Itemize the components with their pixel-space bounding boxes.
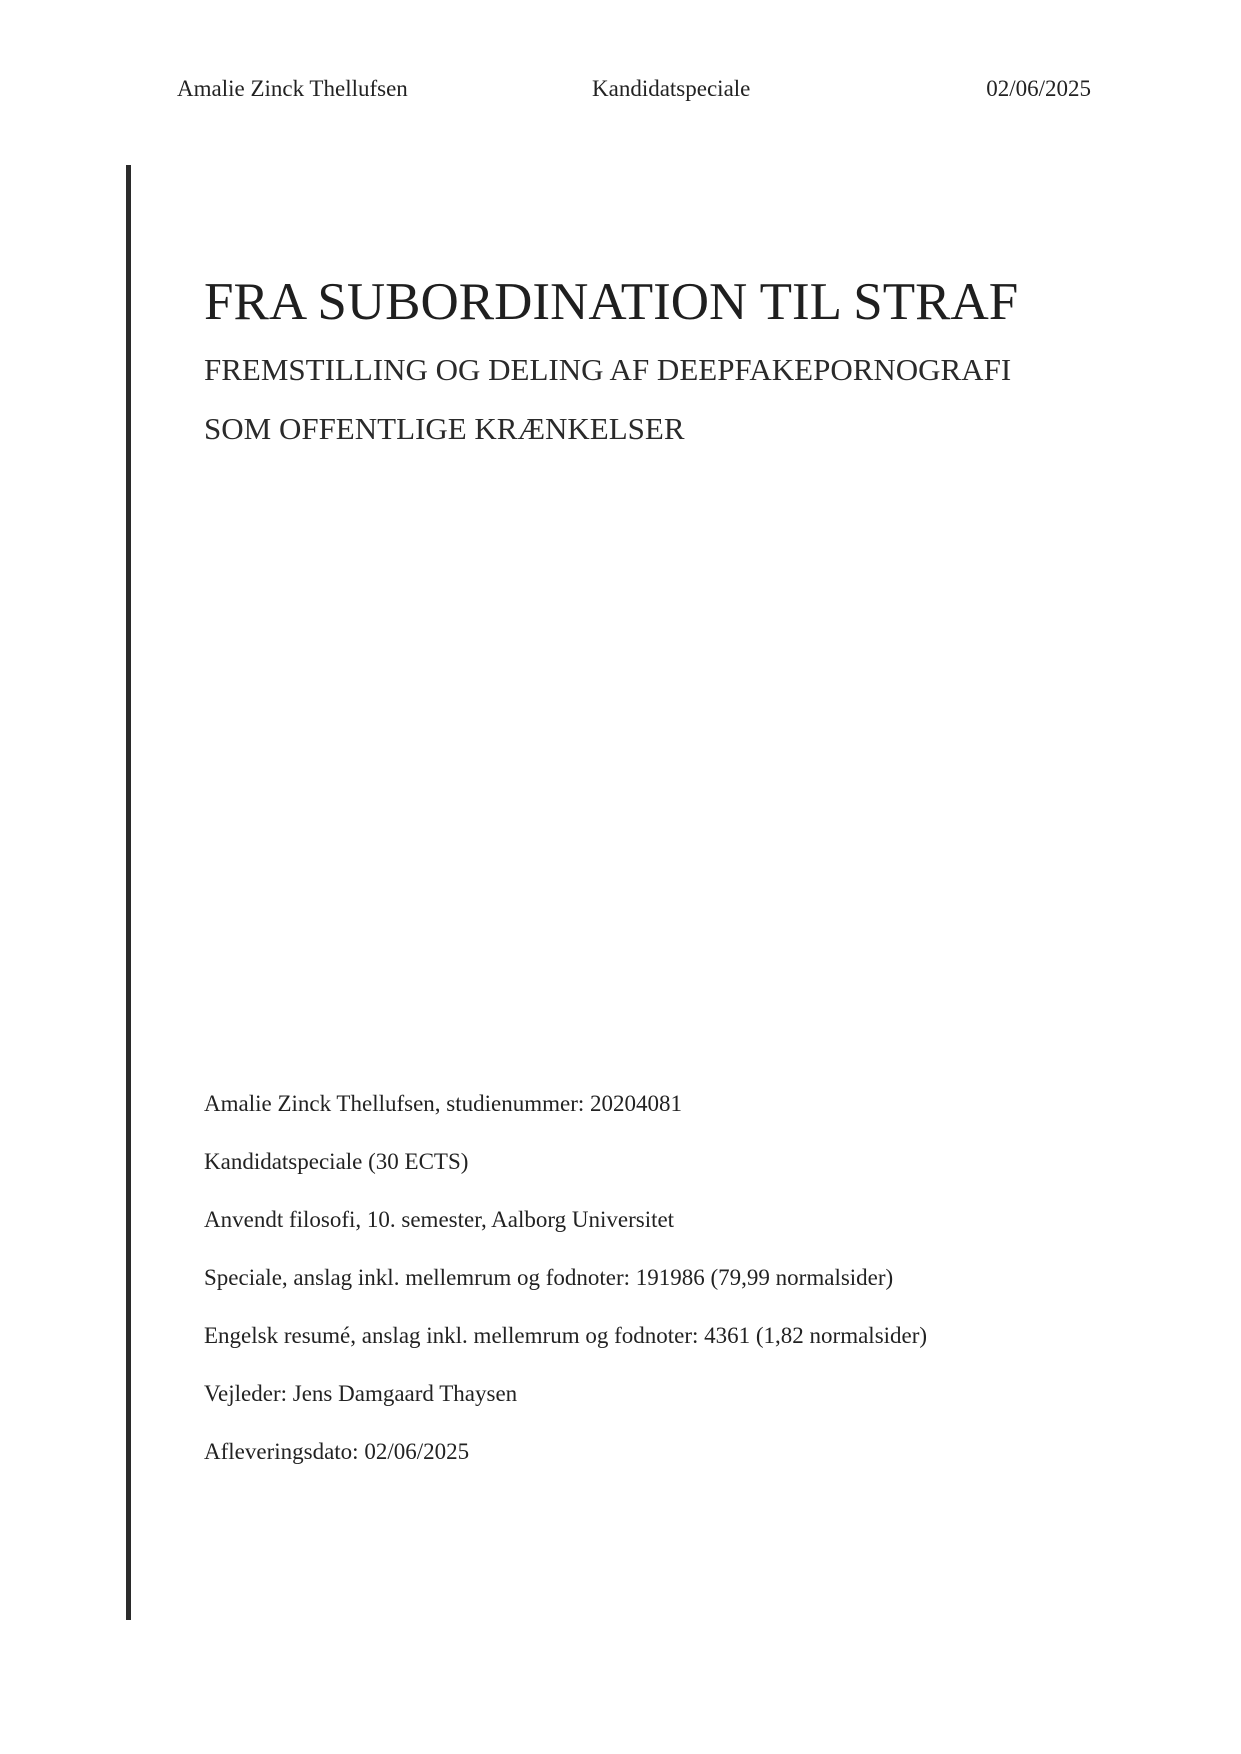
main-title: FRA SUBORDINATION TIL STRAF bbox=[204, 273, 1019, 331]
info-supervisor: Vejleder: Jens Damgaard Thaysen bbox=[204, 1381, 518, 1406]
subtitle-line: FREMSTILLING OG DELING AF DEEPFAKEPORNOGRAFI bbox=[204, 352, 1012, 387]
header-date: 02/06/2025 bbox=[986, 76, 1091, 101]
info-thesis-type: Kandidatspeciale (30 ECTS) bbox=[204, 1149, 469, 1174]
header-author: Amalie Zinck Thellufsen bbox=[177, 76, 408, 101]
header-document-type: Kandidatspeciale bbox=[592, 76, 751, 101]
info-student: Amalie Zinck Thellufsen, studienummer: 20204081 bbox=[204, 1091, 683, 1116]
title-block bbox=[204, 266, 1124, 458]
vertical-divider bbox=[126, 165, 131, 1620]
info-thesis-length: Speciale, anslag inkl. mellemrum og fodnoter: 191986 (79,99 normalsider) bbox=[204, 1265, 894, 1290]
info-submission-date: Afleveringsdato: 02/06/2025 bbox=[204, 1439, 470, 1464]
info-program: Anvendt filosofi, 10. semester, Aalborg Universitet bbox=[204, 1207, 675, 1232]
thesis-info bbox=[204, 1089, 1164, 1495]
subtitle bbox=[204, 340, 1124, 458]
page-header bbox=[0, 74, 1241, 104]
info-summary-length: Engelsk resumé, anslag inkl. mellemrum og fodnoter: 4361 (1,82 normalsider) bbox=[204, 1323, 928, 1348]
subtitle-line: SOM OFFENTLIGE KRÆNKELSER bbox=[204, 411, 685, 446]
